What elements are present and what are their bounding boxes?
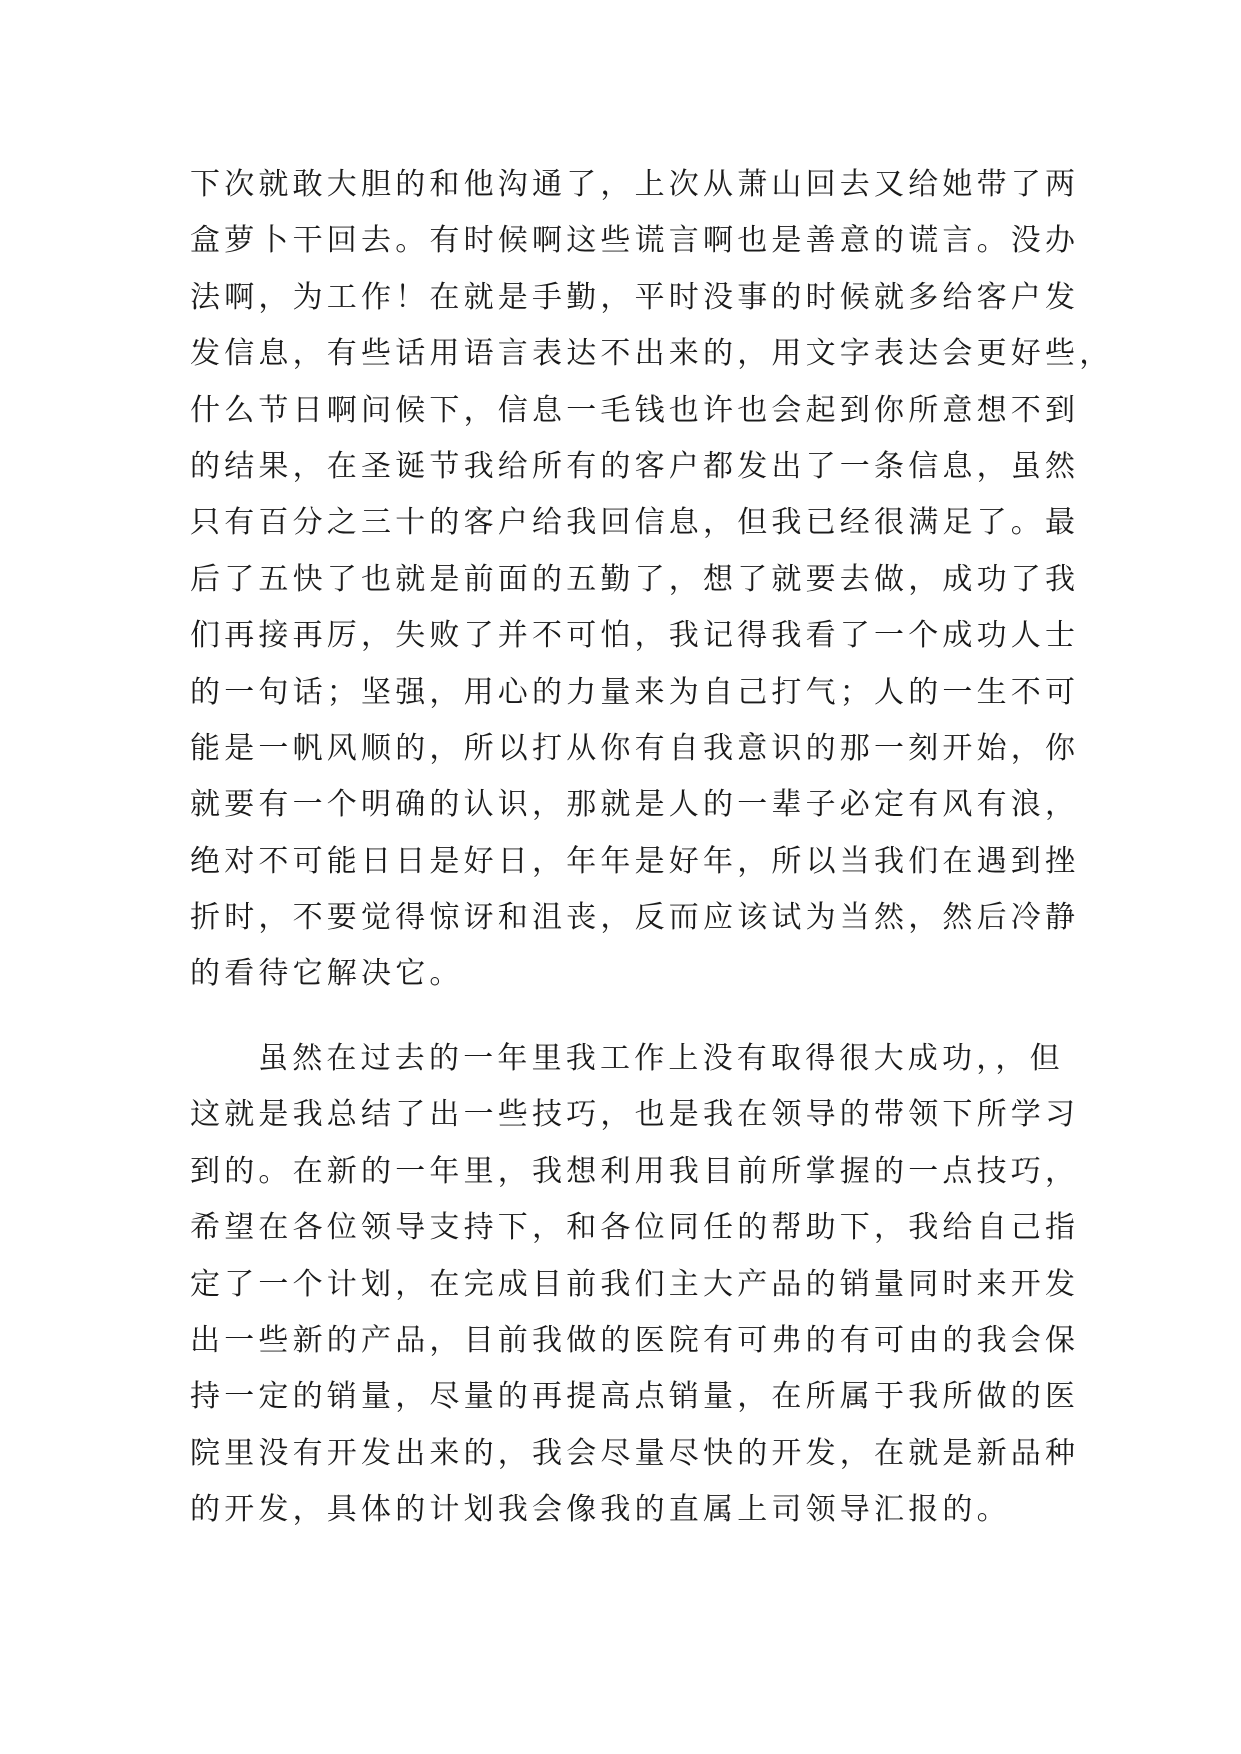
paragraph-line: 的结果，在圣诞节我给所有的客户都发出了一条信息，虽然 xyxy=(190,448,1080,484)
paragraph-line: 折时，不要觉得惊讶和沮丧，反而应该试为当然，然后冷静 xyxy=(190,900,1080,936)
paragraph-line: 们再接再厉，失败了并不可怕，我记得我看了一个成功人士 xyxy=(190,618,1080,654)
paragraph-line: 希望在各位领导支持下，和各位同任的帮助下，我给自己指 xyxy=(190,1210,1080,1246)
paragraph-line: 只有百分之三十的客户给我回信息，但我已经很满足了。最 xyxy=(190,505,1080,541)
paragraph-line: 绝对不可能日日是好日，年年是好年，所以当我们在遇到挫 xyxy=(190,843,1080,879)
paragraph-2 xyxy=(190,1031,1080,1539)
paragraph-line: 能是一帆风顺的，所以打从你有自我意识的那一刻开始，你 xyxy=(190,730,1080,766)
paragraph-line: 发信息，有些话用语言表达不出来的，用文字表达会更好些， xyxy=(190,336,1114,372)
paragraph-line: 院里没有开发出来的，我会尽量尽快的开发，在就是新品种 xyxy=(190,1435,1080,1471)
paragraph-line: 的一句话；坚强，用心的力量来为自己打气；人的一生不可 xyxy=(190,674,1080,710)
paragraph-line: 的看待它解决它。 xyxy=(190,956,464,992)
paragraph-line: 法啊，为工作！在就是手勤，平时没事的时候就多给客户发 xyxy=(190,279,1080,315)
paragraph-line: 后了五快了也就是前面的五勤了，想了就要去做，成功了我 xyxy=(190,561,1080,597)
paragraph-line: 持一定的销量，尽量的再提高点销量，在所属于我所做的医 xyxy=(190,1379,1080,1415)
paragraph-line: 下次就敢大胆的和他沟通了，上次从萧山回去又给她带了两 xyxy=(190,167,1080,202)
paragraph-line: 定了一个计划，在完成目前我们主大产品的销量同时来开发 xyxy=(190,1266,1080,1302)
paragraph-line: 这就是我总结了出一些技巧，也是我在领导的带领下所学习 xyxy=(190,1097,1080,1133)
paragraph-line: 虽然在过去的一年里我工作上没有取得很大成功，，但 xyxy=(258,1041,1064,1076)
paragraph-line: 什么节日啊问候下，信息一毛钱也许也会起到你所意想不到 xyxy=(190,392,1080,428)
paragraph-line: 盒萝卜干回去。有时候啊这些谎言啊也是善意的谎言。没办 xyxy=(190,223,1080,259)
paragraph-line: 出一些新的产品，目前我做的医院有可弗的有可由的我会保 xyxy=(190,1322,1080,1358)
paragraph-line: 到的。在新的一年里，我想利用我目前所掌握的一点技巧， xyxy=(190,1153,1080,1189)
paragraph-line: 就要有一个明确的认识，那就是人的一辈子必定有风有浪， xyxy=(190,787,1080,823)
paragraph-line: 的开发，具体的计划我会像我的直属上司领导汇报的。 xyxy=(190,1492,1011,1528)
paragraph-1 xyxy=(190,157,1114,1003)
